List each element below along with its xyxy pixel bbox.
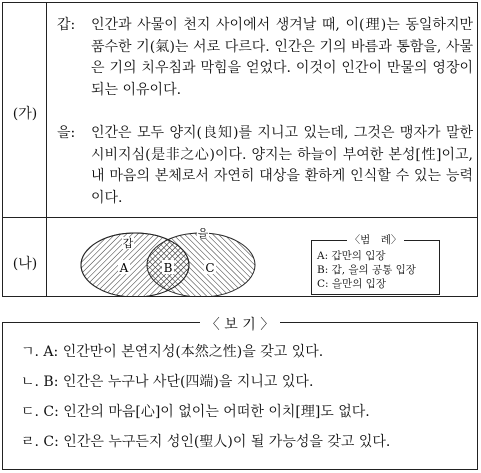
legend-item-a: A: 갑만의 입장 [317,250,386,262]
legend-item-c: C: 을만의 입장 [317,278,386,290]
legend-title: 〈범 례〉 [347,234,405,246]
bogi-box [2,317,478,470]
statement-eul-text: 인간은 모두 양지(良知)를 지니고 있는데, 그것은 맹자가 말한 시비지심(是非之心)이다. 양지는 하늘이 부여한 본성[性]이고, 내 마음의 본체로서 자연히 대상을 환하게 인식할 수 있는 능력이다. [91,125,473,206]
circle-eul-label: 을 [197,227,209,240]
statement-gap-text: 인간과 사물이 천지 사이에서 생겨날 때, 이(理)는 동일하지만 품수한 기(氣)는 서로 다르다. 인간은 기의 바름과 통함을, 사물은 기의 치우침과 막힘을 얻었다. 이것이 인간이 만물의 영장이 되는 이유이다. [91,17,473,98]
legend-item-b: B: 갑, 을의 공통 입장 [317,264,416,276]
row-label-na: (나) [12,256,38,272]
bogi-item-nieun: ㄴ. B: 인간은 누구나 사단(四端)을 지니고 있다. [21,374,314,390]
passage-table [2,2,478,297]
region-c-label: C [205,261,215,275]
region-a-label: A [119,261,129,275]
bogi-item-rieul: ㄹ. C: 인간은 누구든지 성인(聖人)이 될 가능성을 갖고 있다. [21,434,391,450]
bogi-title: 〈 보 기 〉 [200,317,280,333]
row-divider [3,217,477,218]
circle-gap-label: 갑 [122,237,134,250]
bogi-item-giyeok: ㄱ. A: 인간만이 본연지성(本然之性)을 갖고 있다. [21,344,324,360]
speaker-gap: 갑: [57,17,76,33]
row-label-ga: (가) [12,106,38,122]
speaker-eul: 을: [57,125,76,141]
statement-gap [57,15,473,101]
statement-eul [57,123,473,209]
legend-box [311,234,440,295]
venn-diagram [73,225,293,297]
bogi-item-digeut: ㄷ. C: 인간의 마음[心]이 없이는 어떠한 이치[理]도 없다. [21,404,370,420]
region-b-label: B [163,261,173,275]
